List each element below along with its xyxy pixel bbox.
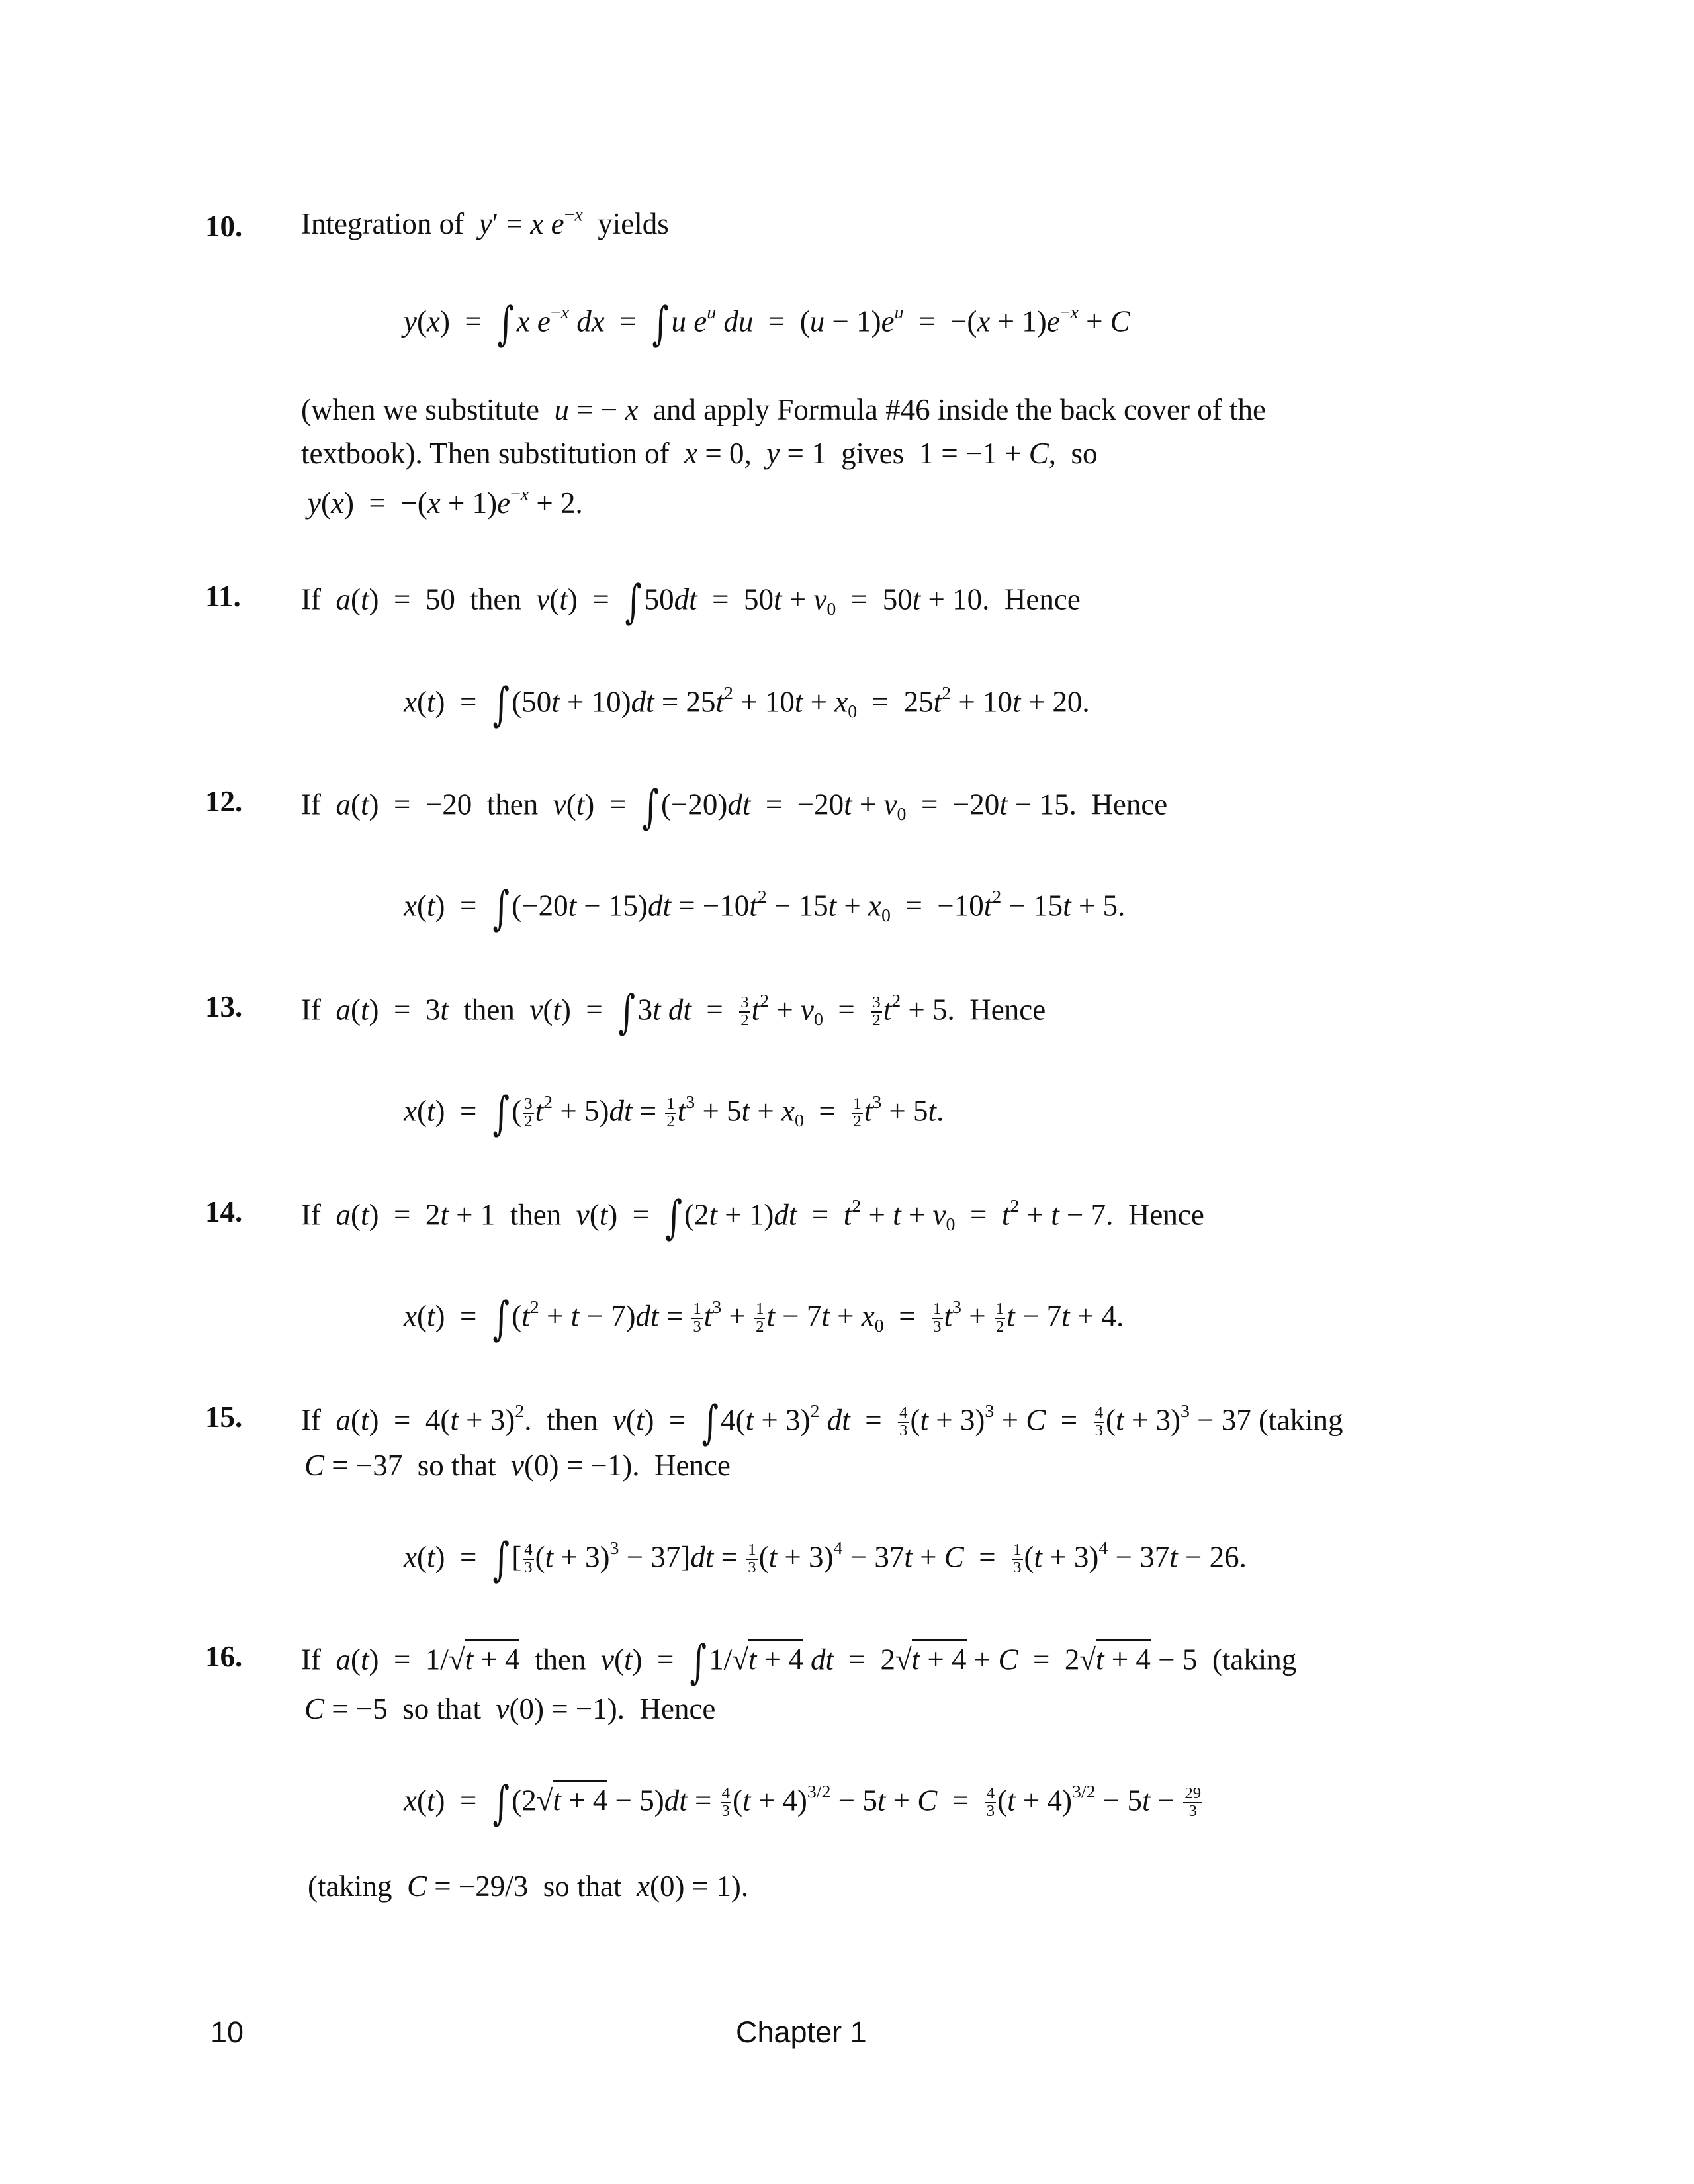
problem-number-14: 14. bbox=[205, 1195, 243, 1228]
problem-12-statement: If a(t) = −20 then $v(t) = \int(-20)dt = -20t + v_0 = -20t - 15$. Hence bbox=[301, 780, 1168, 834]
problem-15-statement-cont: C = −37 so that v(0) = −1). Hence bbox=[304, 1449, 731, 1482]
problem-11-equation: $x(t) = \int(50t + 10)dt = 25t^2 + 10t + x_0 = 25t^2 + 10t + 20$. bbox=[404, 678, 1090, 731]
problem-number-12: 12. bbox=[205, 785, 243, 818]
problem-12-equation: $x(t) = \int(-20t - 15)dt = -10t^2 - 15t + x_0 = -10t^2 - 15t + 5$. bbox=[404, 882, 1126, 935]
integral-sign: ∫ bbox=[625, 575, 643, 629]
problem-10-note-line-2: textbook). Then substitution of x = 0, y = 1 gives 1 = −1 + C, so bbox=[301, 437, 1098, 470]
problem-number-15: 15. bbox=[205, 1400, 243, 1433]
integral-sign: ∫ bbox=[642, 780, 659, 834]
problem-number-13: 13. bbox=[205, 990, 243, 1023]
chapter-label: Chapter 1 bbox=[736, 2015, 867, 2049]
problem-13-statement: If a(t) = 3t then v(t) = ∫3t dt = $\frac{3}{2}$ $t^2 + v_0$ = $\frac{3}{2}$ $t^2 + 5$. Hence bbox=[301, 985, 1046, 1039]
integral-sign: ∫ bbox=[492, 678, 510, 731]
problem-number-16: 16. bbox=[205, 1640, 243, 1673]
integral-sign: ∫ bbox=[665, 1191, 682, 1244]
problem-13-equation: x(t) = ∫( $\frac{3}{2}$ $t^2 + 5)dt$ = $\frac{1}{2}$ $t^3 + 5t + x_0$ = $\frac{1}{2}$ $t^3 + 5t$. bbox=[404, 1087, 944, 1140]
integral-sign: ∫ bbox=[492, 1533, 510, 1586]
problem-16-equation: x(t) = ∫(2√t + 4 − 5)dt = $\frac{4}{3}$ $(t + 4)^{3/2} - 5t + C$ = $\frac{4}{3}$ $(t + 4)^{3/2} - 5t$ − $\frac{29}{3}$ bbox=[404, 1776, 1202, 1830]
integral-sign: ∫ bbox=[492, 1292, 510, 1345]
problem-16-note: (taking C = −29/3 so that x(0) = 1). bbox=[308, 1870, 749, 1903]
integral-sign: ∫ bbox=[690, 1635, 707, 1689]
integral-sign: ∫ bbox=[492, 1776, 510, 1830]
problem-number-10: 10. bbox=[205, 210, 243, 243]
page-number: 10 bbox=[210, 2015, 244, 2049]
problem-16-statement: If a(t) = 1/√t + 4 then v(t) = ∫1/√t + 4 dt = 2√t + 4 + C = 2√t + 4 − 5 (taking bbox=[301, 1635, 1297, 1689]
integral-sign: ∫ bbox=[652, 297, 670, 351]
problem-14-equation: $x(t) = \int(t^2 + t - 7)dt$ = $\frac{1}{3}$ $t^3$ + $\frac{1}{2}$ $t - 7t + x_0$ = $\frac{1}{3}$ $t^3$ + $\frac{1}{2}$ t − 7t + 4. bbox=[404, 1292, 1124, 1345]
problem-15-statement: If $a(t) = 4(t + 3)^2$. then $v(t) = \int 4(t + 3)^2$ dt = $\frac{4}{3}$ $(t + 3)^3 + C$ = $\frac{4}{3}$ $(t + 3)^3 - 37$ (taking bbox=[301, 1396, 1343, 1449]
problem-10-equation: y(x) = ∫x $e^{-x}$ dx = ∫u $e^u$ du = $(u - 1)e^u = -(x + 1)e^{-x} + C$ bbox=[404, 297, 1130, 351]
integral-sign: ∫ bbox=[492, 882, 510, 935]
problem-14-statement: If a(t) = 2t + 1 then $v(t) = \int(2t + 1)dt = t^2 + t + v_0 = t^2 + t - 7$. Hence bbox=[301, 1191, 1204, 1244]
integral-sign: ∫ bbox=[701, 1396, 719, 1449]
integral-sign: ∫ bbox=[492, 1087, 510, 1140]
problem-11-statement: If a(t) = 50 then $v(t) = \int 50dt = 50t + v_0 = 50t + 10$. Hence bbox=[301, 575, 1081, 629]
problem-10-note-line-1: (when we substitute u = − x and apply Formula #46 inside the back cover of the bbox=[301, 393, 1266, 426]
problem-number-11: 11. bbox=[205, 580, 241, 613]
problem-15-equation: x(t) = ∫[ $\frac{4}{3}$ $(t + 3)^3 - 37]dt$ = $\frac{1}{3}$ $(t + 3)^4 - 37t + C$ = $\frac{1}{3}$ $(t + 3)^4 - 37t - 26$. bbox=[404, 1533, 1247, 1586]
problem-16-statement-cont: C = −5 so that v(0) = −1). Hence bbox=[304, 1692, 716, 1725]
integral-sign: ∫ bbox=[497, 297, 515, 351]
integral-sign: ∫ bbox=[618, 985, 636, 1039]
problem-10-result: $y(x) = -(x + 1)e^{-x} + 2$. bbox=[308, 484, 583, 520]
problem-10-statement: Integration of y′ = x $e^{-x}$ yields bbox=[301, 205, 669, 240]
